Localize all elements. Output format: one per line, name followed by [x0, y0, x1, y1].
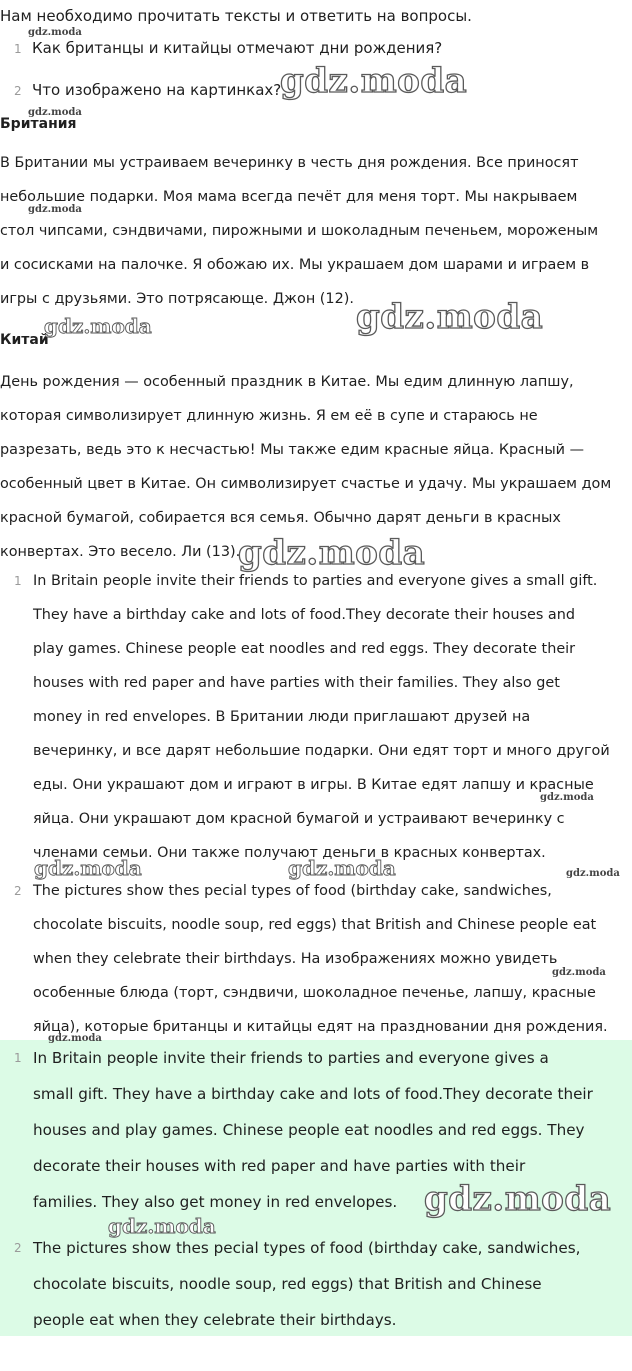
answer-line: families. They also get money in red envelopes. — [33, 1193, 398, 1211]
watermark: gdz.moda — [28, 27, 82, 38]
solution-line: The pictures show thes pecial types of food (birthday cake, sandwiches, — [33, 883, 552, 899]
answer-line: chocolate biscuits, noodle soup, red eggs) that British and Chinese — [33, 1275, 542, 1293]
solution-line: They have a birthday cake and lots of food.They decorate their houses and — [33, 607, 575, 623]
question-1 — [14, 38, 442, 59]
solution-item-2 — [14, 874, 632, 1044]
watermark: gdz.moda — [424, 1179, 612, 1219]
britain-line: небольшие подарки. Моя мама всегда печёт для меня торт. Мы накрываем — [0, 189, 578, 205]
answer-item-2 — [14, 1230, 632, 1338]
watermark: gdz.moda — [540, 792, 594, 803]
solution-line: when they celebrate their birthdays. На изображениях можно увидеть — [33, 951, 558, 967]
solution-line: яйца. Они украшают дом красной бумагой и устраивают вечеринку с — [33, 811, 565, 827]
solution-line: money in red envelopes. В Британии люди приглашают друзей на — [33, 709, 531, 725]
solution-line: вечеринку, и все дарят небольшие подарки. Они едят торт и много другой — [33, 743, 610, 759]
china-line: которая символизирует длинную жизнь. Я ем её в супе и стараюсь не — [0, 408, 538, 424]
britain-line: и сосисками на палочке. Я обожаю их. Мы украшаем дом шарами и играем в — [0, 257, 590, 273]
solution-line: членами семьи. Они также получают деньги в красных конвертах. — [33, 845, 546, 861]
watermark: gdz.moda — [280, 61, 468, 101]
solution-line: houses with red paper and have parties with their families. They also get — [33, 675, 560, 691]
question-1-text: Как британцы и китайцы отмечают дни рождения? — [32, 39, 443, 57]
solution-line: In Britain people invite their friends to parties and everyone gives a small gift. — [33, 573, 598, 589]
watermark: gdz.moda — [288, 856, 396, 880]
solution-item-2-number: 2 — [14, 884, 22, 898]
question-1-number: 1 — [14, 42, 22, 56]
solution-line: play games. Chinese people eat noodles and red eggs. They decorate their — [33, 641, 576, 657]
china-line: День рождения — особенный праздник в Китае. Мы едим длинную лапшу, — [0, 374, 574, 390]
watermark: gdz.moda — [552, 967, 606, 978]
solution-line: яйца), которые британцы и китайцы едят на праздновании дня рождения. — [33, 1019, 608, 1035]
watermark: gdz.moda — [238, 533, 426, 573]
china-line: особенный цвет в Китае. Он символизирует счастье и удачу. Мы украшаем дом — [0, 476, 612, 492]
question-2-number: 2 — [14, 84, 22, 98]
watermark: gdz.moda — [566, 868, 620, 879]
question-2 — [14, 80, 281, 101]
answer-line: houses and play games. Chinese people eat noodles and red eggs. They — [33, 1121, 585, 1139]
britain-line: стол чипсами, сэндвичами, пирожными и шоколадным печеньем, мороженым — [0, 223, 599, 239]
answer-line: In Britain people invite their friends to parties and everyone gives a — [33, 1049, 549, 1067]
china-line: конвертах. Это весело. Ли (13). — [0, 544, 241, 560]
answer-item-2-number: 2 — [14, 1241, 22, 1255]
china-line: разрезать, ведь это к несчастью! Мы также едим красные яйца. Красный — — [0, 442, 584, 458]
britain-line: В Британии мы устраиваем вечеринку в честь дня рождения. Все приносят — [0, 155, 579, 171]
solution-line: особенные блюда (торт, сэндвичи, шоколадное печенье, лапшу, красные — [33, 985, 596, 1001]
watermark: gdz.moda — [356, 297, 544, 337]
answer-line: people eat when they celebrate their birthdays. — [33, 1311, 397, 1329]
watermark: gdz.moda — [28, 107, 82, 118]
britain-paragraph — [0, 146, 632, 316]
solution-line: chocolate biscuits, noodle soup, red eggs) that British and Chinese people eat — [33, 917, 597, 933]
solution-item-1 — [14, 564, 632, 870]
solution-item-1-number: 1 — [14, 574, 22, 588]
answer-line: decorate their houses with red paper and have parties with their — [33, 1157, 526, 1175]
watermark: gdz.moda — [48, 1033, 102, 1044]
britain-heading: Британия — [0, 116, 77, 132]
watermark: gdz.moda — [44, 314, 152, 338]
watermark: gdz.moda — [34, 856, 142, 880]
answer-line: small gift. They have a birthday cake and lots of food.They decorate their — [33, 1085, 593, 1103]
answer-item-1-number: 1 — [14, 1051, 22, 1065]
solution-line: еды. Они украшают дом и играют в игры. В Китае едят лапшу и красные — [33, 777, 594, 793]
intro-text: Нам необходимо прочитать тексты и ответить на вопросы. — [0, 7, 472, 25]
question-2-text: Что изображено на картинках? — [32, 81, 282, 99]
china-line: красной бумагой, собирается вся семья. Обычно дарят деньги в красных — [0, 510, 561, 526]
china-heading: Китай — [0, 332, 49, 348]
watermark: gdz.moda — [28, 204, 82, 215]
answer-line: The pictures show thes pecial types of food (birthday cake, sandwiches, — [33, 1239, 581, 1257]
watermark: gdz.moda — [108, 1214, 216, 1238]
britain-line: игры с друзьями. Это потрясающе. Джон (12). — [0, 291, 354, 307]
